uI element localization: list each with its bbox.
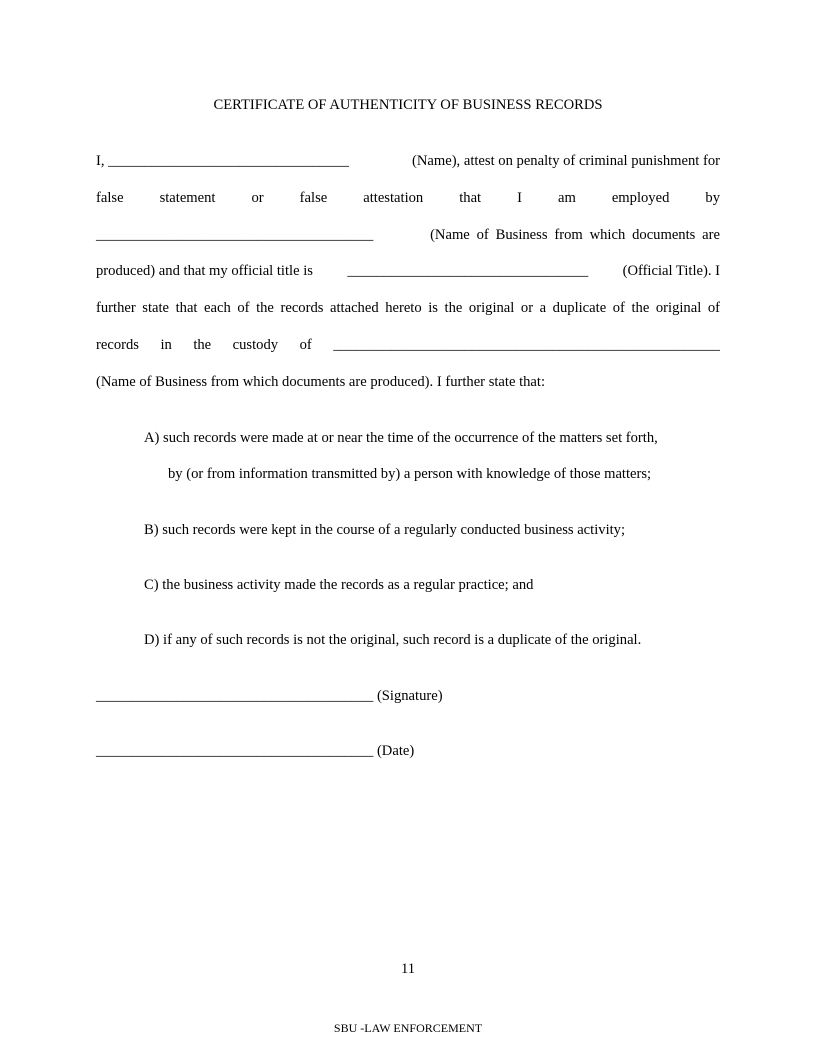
word: that <box>459 190 482 206</box>
para-line3-end: (Name of Business from which documents are <box>430 227 720 243</box>
text-i: I, <box>96 153 105 169</box>
word: of <box>299 337 312 353</box>
para-line4-end: (Official Title). I <box>622 263 720 279</box>
word: I <box>517 190 522 206</box>
para-line-1 <box>96 152 720 170</box>
item-c: C) the business activity made the records as a regular practice; and <box>144 577 534 593</box>
item-a-line-1: A) such records were made at or near the time of the occurrence of the matters set forth, <box>144 430 658 446</box>
date-label: (Date) <box>376 743 415 759</box>
para-line-2 <box>96 189 720 207</box>
signature-blank: ______________________________________ <box>96 688 374 704</box>
word: by <box>705 190 720 206</box>
item-d: D) if any of such records is not the original, such record is a duplicate of the original. <box>144 632 642 648</box>
page-number: 11 <box>400 961 416 977</box>
signature-line <box>96 687 443 705</box>
para-line-7: (Name of Business from which documents are produced). I further state that: <box>96 374 546 390</box>
para-line-5: further state that each of the records attached hereto is the original or a duplicate of the original of <box>96 300 720 316</box>
signature-label: (Signature) <box>376 688 443 704</box>
word: false <box>299 190 328 206</box>
document-title: CERTIFICATE OF AUTHENTICITY OF BUSINESS RECORDS <box>213 97 603 113</box>
para-line4-start: produced) and that my official title is <box>96 263 313 279</box>
item-b: B) such records were kept in the course of a regularly conducted business activity; <box>144 522 626 538</box>
word: in <box>160 337 172 353</box>
official-title-blank: _________________________________ <box>347 263 589 279</box>
word: employed <box>611 190 670 206</box>
word: or <box>251 190 264 206</box>
date-line <box>96 742 414 760</box>
para-line1-end: (Name), attest on penalty of criminal punishment for <box>411 153 720 169</box>
item-a-line-2: by (or from information transmitted by) a person with knowledge of those matters; <box>168 466 652 482</box>
name-blank: _________________________________ <box>108 153 349 169</box>
word: statement <box>159 190 216 206</box>
word: attestation <box>363 190 424 206</box>
date-blank: ______________________________________ <box>96 743 374 759</box>
para-line-3 <box>96 226 720 244</box>
word: records <box>96 337 139 353</box>
business-name-blank: ______________________________________ <box>96 227 374 243</box>
word: am <box>557 190 576 206</box>
word: the <box>193 337 212 353</box>
para-line-4 <box>96 262 720 280</box>
word: custody <box>232 337 279 353</box>
custody-blank: _____________________________________________________ <box>333 337 720 353</box>
para-line1-start <box>96 152 349 170</box>
footer-classification: SBU -LAW ENFORCEMENT <box>333 1021 483 1035</box>
para-line-6 <box>96 336 720 354</box>
word: false <box>96 190 124 206</box>
